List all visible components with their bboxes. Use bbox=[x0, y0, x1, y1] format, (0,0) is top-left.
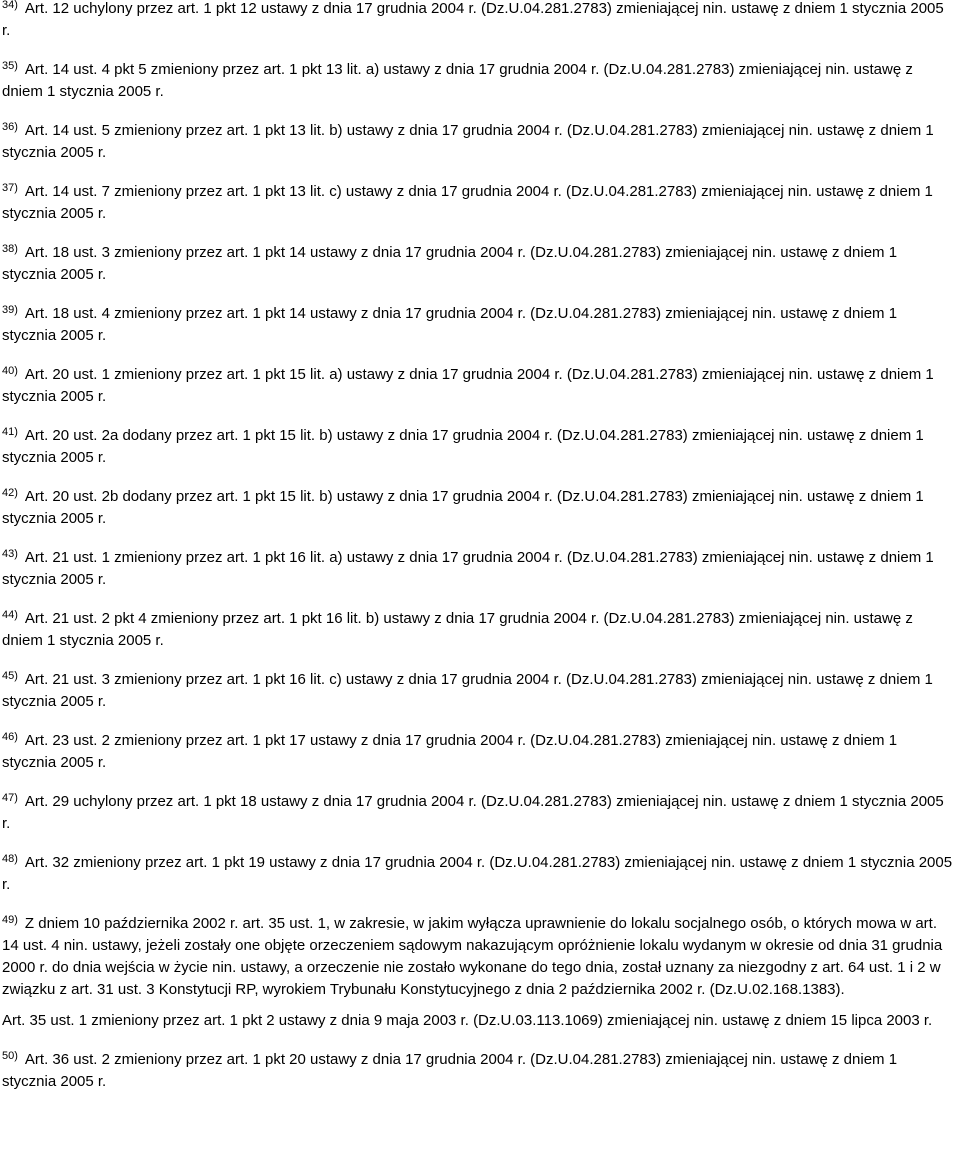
footnote-number: 49) bbox=[2, 914, 18, 926]
footnote-number: 38) bbox=[2, 243, 18, 255]
footnote-37 bbox=[2, 181, 954, 225]
footnote-43 bbox=[2, 547, 954, 591]
footnote-47 bbox=[2, 791, 954, 835]
footnote-text: Art. 29 uchylony przez art. 1 pkt 18 ustawy z dnia 17 grudnia 2004 r. (Dz.U.04.281.2783) zmieniającej nin. ustawę z dniem 1 stycznia 2005 r. bbox=[2, 793, 944, 832]
footnote-46 bbox=[2, 730, 954, 774]
footnote-45 bbox=[2, 669, 954, 713]
footnote-text: Art. 21 ust. 2 pkt 4 zmieniony przez art. 1 pkt 16 lit. b) ustawy z dnia 17 grudnia 2004 r. (Dz.U.04.281.2783) zmieniającej nin. ustawę z dniem 1 stycznia 2005 r. bbox=[2, 610, 913, 649]
footnote-text: Art. 18 ust. 3 zmieniony przez art. 1 pkt 14 ustawy z dnia 17 grudnia 2004 r. (Dz.U.04.281.2783) zmieniającej nin. ustawę z dniem 1 stycznia 2005 r. bbox=[2, 244, 898, 283]
footnote-text: Art. 14 ust. 4 pkt 5 zmieniony przez art. 1 pkt 13 lit. a) ustawy z dnia 17 grudnia 2004 r. (Dz.U.04.281.2783) zmieniającej nin. ustawę z dniem 1 stycznia 2005 r. bbox=[2, 61, 913, 100]
footnote-text-continuation: Art. 35 ust. 1 zmieniony przez art. 1 pkt 2 ustawy z dnia 9 maja 2003 r. (Dz.U.03.113.1069) zmieniającej nin. ustawę z dniem 15 lipca 2003 r. bbox=[2, 1012, 933, 1029]
footnote-number: 42) bbox=[2, 487, 18, 499]
footnote-number: 45) bbox=[2, 670, 18, 682]
footnote-text: Art. 18 ust. 4 zmieniony przez art. 1 pkt 14 ustawy z dnia 17 grudnia 2004 r. (Dz.U.04.281.2783) zmieniającej nin. ustawę z dniem 1 stycznia 2005 r. bbox=[2, 305, 898, 344]
footnote-42 bbox=[2, 486, 954, 530]
footnote-number: 48) bbox=[2, 853, 18, 865]
footnote-49 bbox=[2, 913, 954, 1032]
footnote-text: Z dniem 10 października 2002 r. art. 35 ust. 1, w zakresie, w jakim wyłącza uprawnienie do lokalu socjalnego osób, o których mowa w art. 14 ust. 4 nin. ustawy, jeżeli zostały one objęte orzeczeniem sądowym nakazującym opróżnienie lokalu wydanym w okresie od dnia 31 grudnia 2000 r. do dnia wejścia w życie nin. ustawy, a orzeczenie nie zostało wykonane do tego dnia, został uznany za niezgodny z art. 64 ust. 1 i 2 w związku z art. 31 ust. 3 Konstytucji RP, wyrokiem Trybunału Konstytucyjnego z dnia 2 października 2002 r. (Dz.U.02.168.1383). bbox=[2, 915, 943, 998]
footnote-48 bbox=[2, 852, 954, 896]
footnote-text: Art. 32 zmieniony przez art. 1 pkt 19 ustawy z dnia 17 grudnia 2004 r. (Dz.U.04.281.2783) zmieniającej nin. ustawę z dniem 1 stycznia 2005 r. bbox=[2, 854, 953, 893]
footnote-text: Art. 12 uchylony przez art. 1 pkt 12 ustawy z dnia 17 grudnia 2004 r. (Dz.U.04.281.2783) zmieniającej nin. ustawę z dniem 1 stycznia 2005 r. bbox=[2, 0, 944, 39]
footnote-text: Art. 36 ust. 2 zmieniony przez art. 1 pkt 20 ustawy z dnia 17 grudnia 2004 r. (Dz.U.04.281.2783) zmieniającej nin. ustawę z dniem 1 stycznia 2005 r. bbox=[2, 1051, 898, 1090]
footnote-35 bbox=[2, 59, 954, 103]
footnote-text: Art. 23 ust. 2 zmieniony przez art. 1 pkt 17 ustawy z dnia 17 grudnia 2004 r. (Dz.U.04.281.2783) zmieniającej nin. ustawę z dniem 1 stycznia 2005 r. bbox=[2, 732, 898, 771]
footnote-41 bbox=[2, 425, 954, 469]
footnote-text: Art. 21 ust. 1 zmieniony przez art. 1 pkt 16 lit. a) ustawy z dnia 17 grudnia 2004 r. (Dz.U.04.281.2783) zmieniającej nin. ustawę z dniem 1 stycznia 2005 r. bbox=[2, 549, 934, 588]
footnote-number: 47) bbox=[2, 792, 18, 804]
footnote-44 bbox=[2, 608, 954, 652]
footnote-40 bbox=[2, 364, 954, 408]
footnote-number: 46) bbox=[2, 731, 18, 743]
footnote-text: Art. 20 ust. 2b dodany przez art. 1 pkt 15 lit. b) ustawy z dnia 17 grudnia 2004 r. (Dz.U.04.281.2783) zmieniającej nin. ustawę z dniem 1 stycznia 2005 r. bbox=[2, 488, 924, 527]
footnote-number: 35) bbox=[2, 60, 18, 72]
footnote-text: Art. 20 ust. 1 zmieniony przez art. 1 pkt 15 lit. a) ustawy z dnia 17 grudnia 2004 r. (Dz.U.04.281.2783) zmieniającej nin. ustawę z dniem 1 stycznia 2005 r. bbox=[2, 366, 934, 405]
footnote-number: 39) bbox=[2, 304, 18, 316]
footnote-39 bbox=[2, 303, 954, 347]
footnote-number: 50) bbox=[2, 1050, 18, 1062]
footnote-text: Art. 21 ust. 3 zmieniony przez art. 1 pkt 16 lit. c) ustawy z dnia 17 grudnia 2004 r. (Dz.U.04.281.2783) zmieniającej nin. ustawę z dniem 1 stycznia 2005 r. bbox=[2, 671, 933, 710]
footnote-text: Art. 14 ust. 5 zmieniony przez art. 1 pkt 13 lit. b) ustawy z dnia 17 grudnia 2004 r. (Dz.U.04.281.2783) zmieniającej nin. ustawę z dniem 1 stycznia 2005 r. bbox=[2, 122, 934, 161]
footnote-text: Art. 20 ust. 2a dodany przez art. 1 pkt 15 lit. b) ustawy z dnia 17 grudnia 2004 r. (Dz.U.04.281.2783) zmieniającej nin. ustawę z dniem 1 stycznia 2005 r. bbox=[2, 427, 924, 466]
footnote-text: Art. 14 ust. 7 zmieniony przez art. 1 pkt 13 lit. c) ustawy z dnia 17 grudnia 2004 r. (Dz.U.04.281.2783) zmieniającej nin. ustawę z dniem 1 stycznia 2005 r. bbox=[2, 183, 933, 222]
footnote-number: 41) bbox=[2, 426, 18, 438]
footnote-number: 44) bbox=[2, 609, 18, 621]
footnote-38 bbox=[2, 242, 954, 286]
footnote-number: 36) bbox=[2, 121, 18, 133]
footnote-number: 37) bbox=[2, 182, 18, 194]
footnote-number: 34) bbox=[2, 0, 18, 11]
footnote-34 bbox=[2, 0, 954, 42]
footnote-number: 40) bbox=[2, 365, 18, 377]
footnote-36 bbox=[2, 120, 954, 164]
footnote-number: 43) bbox=[2, 548, 18, 560]
footnote-50 bbox=[2, 1049, 954, 1093]
